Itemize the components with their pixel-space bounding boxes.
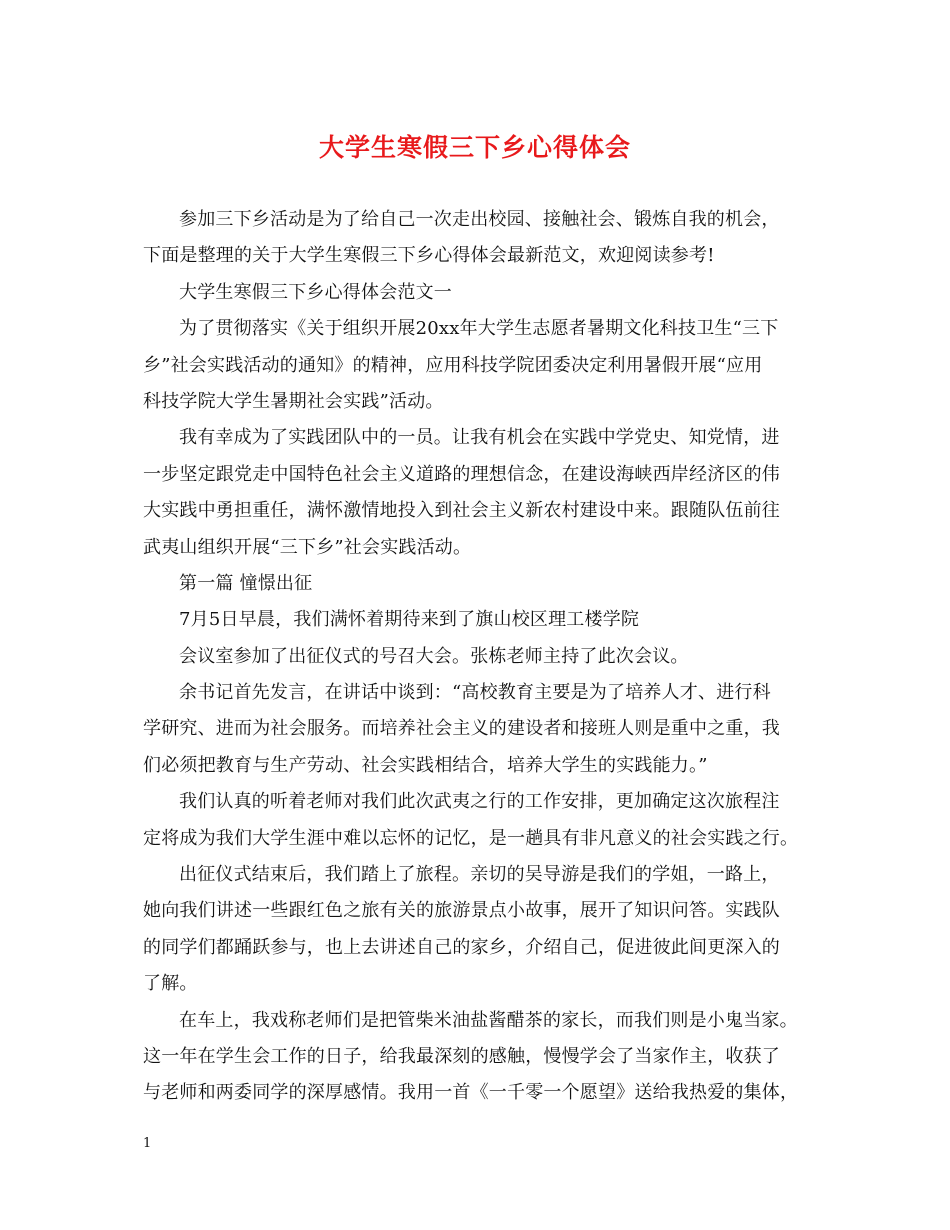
- paragraph-line: 科技学院大学生暑期社会实践”活动。: [143, 390, 444, 412]
- paragraph-line: 我有幸成为了实践团队中的一员。让我有机会在实践中学党史、知党情，进: [179, 427, 780, 449]
- paragraph-line: 出征仪式结束后，我们踏上了旅程。亲切的吴导游是我们的学姐，一路上，: [179, 864, 780, 886]
- paragraph-line: 乡”社会实践活动的通知》的精神，应用科技学院团委决定利用暑假开展“应用: [143, 354, 763, 376]
- paragraph-line: 定将成为我们大学生涯中难以忘怀的记忆，是一趟具有非凡意义的社会实践之行。: [143, 827, 799, 849]
- paragraph-line: 了解。: [143, 973, 198, 995]
- paragraph-line: 余书记首先发言，在讲话中谈到：“高校教育主要是为了培养人才、进行科: [179, 682, 771, 704]
- paragraph-line: 的同学们都踊跃参与，也上去讲述自己的家乡，介绍自己，促进彼此间更深入的: [143, 936, 780, 958]
- paragraph-line: 在车上，我戏称老师们是把管柴米油盐酱醋茶的家长，而我们则是小鬼当家。: [179, 1009, 798, 1031]
- paragraph-line: 这一年在学生会工作的日子，给我最深刻的感触，慢慢学会了当家作主，收获了: [143, 1045, 780, 1067]
- paragraph-line: 为了贯彻落实《关于组织开展20xx年大学生志愿者暑期文化科技卫生“三下: [179, 318, 779, 340]
- paragraph-line: 大实践中勇担重任，满怀激情地投入到社会主义新农村建设中来。跟随队伍前往: [143, 500, 780, 522]
- paragraph-line: 会议室参加了出征仪式的号召大会。张栋老师主持了此次会议。: [179, 645, 689, 667]
- paragraph-line: 下面是整理的关于大学生寒假三下乡心得体会最新范文，欢迎阅读参考!: [143, 245, 715, 267]
- document-body: [143, 202, 823, 1112]
- paragraph-line: 参加三下乡活动是为了给自己一次走出校园、接触社会、锻炼自我的机会，: [179, 209, 780, 230]
- paragraph-line: 我们认真的听着老师对我们此次武夷之行的工作安排，更加确定这次旅程注: [179, 791, 780, 813]
- paragraph-line: 们必须把教育与生产劳动、社会实践相结合，培养大学生的实践能力。”: [143, 754, 708, 776]
- paragraph-line: 与老师和两委同学的深厚感情。我用一首《一千零一个愿望》送给我热爱的集体，: [143, 1082, 799, 1104]
- paragraph-line: 学研究、进而为社会服务。而培养社会主义的建设者和接班人则是重中之重，我: [143, 718, 780, 740]
- paragraph-line: 一步坚定跟党走中国特色社会主义道路的理想信念，在建设海峡西岸经济区的伟: [143, 463, 780, 485]
- paragraph-line: 她向我们讲述一些跟红色之旅有关的旅游景点小故事，展开了知识问答。实践队: [143, 900, 780, 922]
- section-heading: 大学生寒假三下乡心得体会范文一: [179, 281, 452, 303]
- paragraph-line: 武夷山组织开展“三下乡”社会实践活动。: [143, 536, 472, 558]
- chapter-heading: 第一篇 憧憬出征: [179, 572, 313, 594]
- document-title: 大学生寒假三下乡心得体会: [318, 133, 631, 162]
- page-number: 1: [143, 1136, 152, 1151]
- paragraph-line: 7月5日早晨，我们满怀着期待来到了旗山校区理工楼学院: [179, 609, 640, 631]
